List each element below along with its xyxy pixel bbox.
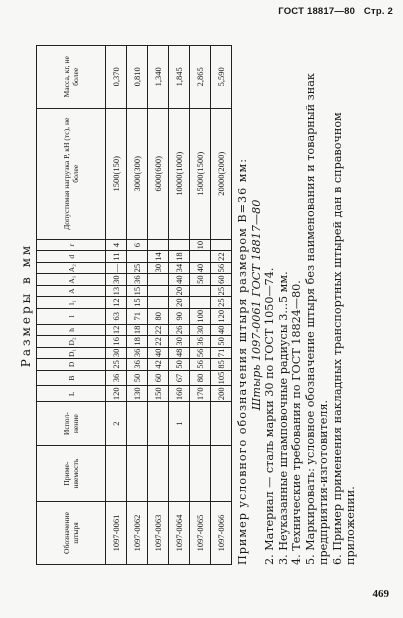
table-cell <box>190 402 211 446</box>
note-item: 5. Маркировать: условное обозначение штыря без наименования и товарный знак предприятия-изготовителя. <box>303 73 330 565</box>
table-cell: 63 <box>106 308 127 324</box>
col-header-load: Допустимая нагрузка P, кН (тс), не более <box>37 108 106 239</box>
table-cell: 71 <box>211 347 232 359</box>
table-cell: 25 <box>211 297 232 309</box>
table-cell <box>190 446 211 502</box>
table-cell: 15 <box>127 285 148 297</box>
table-cell <box>211 446 232 502</box>
page-number: 469 <box>372 588 389 600</box>
table-cell: 2 <box>106 402 127 446</box>
table-cell: 40 <box>211 324 232 336</box>
table-row <box>127 46 148 565</box>
col-header-l: l <box>37 308 106 324</box>
dimensions-table <box>36 45 232 565</box>
table-cell: 56 <box>190 347 211 359</box>
table-cell: 16 <box>106 336 127 348</box>
table-cell: 100 <box>190 308 211 324</box>
table-cell: 1097-0061 <box>106 502 127 565</box>
table-cell: 25 <box>106 359 127 371</box>
page-label: Стр. 2 <box>363 6 393 17</box>
note-item: 4. Технические требования по ГОСТ 18824—80. <box>290 280 303 565</box>
col-header-B: B <box>37 370 106 386</box>
table-cell: 60 <box>148 370 169 386</box>
table-cell: 90 <box>169 308 190 324</box>
table-cell <box>148 285 169 297</box>
col-header-L: L <box>37 386 106 402</box>
standard-number: ГОСТ 18817—80 <box>278 6 356 17</box>
table-cell: 1097-0062 <box>127 502 148 565</box>
table-cell: 22 <box>211 251 232 263</box>
table-cell: 36 <box>127 347 148 359</box>
table-cell: 36 <box>106 370 127 386</box>
table-cell: 1097-0066 <box>211 502 232 565</box>
table-cell: 1,845 <box>169 46 190 109</box>
table-cell: 20000(2000) <box>211 108 232 239</box>
table-cell <box>106 446 127 502</box>
col-header-r: r <box>37 239 106 251</box>
col-header-A: A <box>37 285 106 297</box>
table-cell: 30 <box>148 262 169 274</box>
table-cell: 15 <box>127 297 148 309</box>
table-cell: 1097-0063 <box>148 502 169 565</box>
table-row <box>106 46 127 565</box>
table-cell: 120 <box>211 308 232 324</box>
table-cell: 25 <box>211 285 232 297</box>
example-code: Штырь 1097-0061 ГОСТ 18817—80 <box>249 199 263 411</box>
table-row <box>211 46 232 565</box>
table-cell: 80 <box>148 308 169 324</box>
col-header-A2: A₂ <box>37 262 106 274</box>
table-cell <box>148 297 169 309</box>
table-cell: 85 <box>211 359 232 371</box>
table-cell: 1,340 <box>148 46 169 109</box>
col-header-designation: Обозначение штыря <box>37 502 106 565</box>
col-header-d: d <box>37 251 106 263</box>
table-cell: 3000(300) <box>127 108 148 239</box>
table-cell: 6000(600) <box>148 108 169 239</box>
table-cell: 1097-0065 <box>190 502 211 565</box>
table-cell <box>190 251 211 263</box>
table-cell: 105 <box>211 370 232 386</box>
table-cell: 48 <box>169 347 190 359</box>
table-cell: 40 <box>169 274 190 286</box>
table-cell: 50 <box>127 370 148 386</box>
table-cell <box>211 402 232 446</box>
table-row <box>169 46 190 565</box>
table-row <box>148 46 169 565</box>
col-header-h: h <box>37 324 106 336</box>
table-cell <box>148 402 169 446</box>
table-cell: 170 <box>190 386 211 402</box>
table-cell: 14 <box>148 251 169 263</box>
table-cell: 20 <box>169 285 190 297</box>
table-cell: 120 <box>106 386 127 402</box>
table-cell: 30 <box>106 347 127 359</box>
table-cell: 10000(1000) <box>169 108 190 239</box>
col-header-l1: l₁ <box>37 297 106 309</box>
table-cell: 30 <box>169 336 190 348</box>
table-cell: 6 <box>127 239 148 251</box>
col-header-A1: A₁ <box>37 274 106 286</box>
table-cell <box>148 446 169 502</box>
table-cell: 1 <box>169 402 190 446</box>
table-cell: 34 <box>169 262 190 274</box>
table-cell: 50 <box>211 336 232 348</box>
table-cell: 40 <box>148 347 169 359</box>
example-title: Пример условного обозначения штыря размером B=36 мм: <box>236 158 249 565</box>
table-cell: 50 <box>169 359 190 371</box>
table-cell: 1500(150) <box>106 108 127 239</box>
table-cell <box>127 446 148 502</box>
table-cell <box>169 239 190 251</box>
table-cell: — <box>106 262 127 274</box>
table-cell: 1097-0064 <box>169 502 190 565</box>
rotated-page-content <box>14 45 389 565</box>
table-cell: 10 <box>190 239 211 251</box>
table-cell: 67 <box>169 370 190 386</box>
table-cell: 26 <box>169 324 190 336</box>
col-header-D2: D₂ <box>37 336 106 348</box>
table-cell: 42 <box>148 359 169 371</box>
note-item: 2. Материал — сталь марки 30 по ГОСТ 1050—74. <box>263 267 276 565</box>
table-cell <box>190 297 211 309</box>
page-header <box>272 6 393 17</box>
table-cell: 160 <box>169 386 190 402</box>
table-cell: 30 <box>106 274 127 286</box>
table-cell <box>211 239 232 251</box>
table-cell: 12 <box>106 324 127 336</box>
table-cell: 13 <box>106 285 127 297</box>
table-cell: 18 <box>127 324 148 336</box>
table-row <box>190 46 211 565</box>
table-cell: 22 <box>148 324 169 336</box>
col-header-D1: D₁ <box>37 347 106 359</box>
table-cell <box>127 402 148 446</box>
table-cell: 12 <box>106 297 127 309</box>
col-header-applicability: Приме-няемость <box>37 446 106 502</box>
table-cell <box>169 446 190 502</box>
note-item: 6. Пример применения накладных транспортных штырей дан в справочном приложении. <box>330 112 357 565</box>
table-cell: 11 <box>106 251 127 263</box>
table-cell <box>148 239 169 251</box>
col-header-version: Испол-нение <box>37 402 106 446</box>
table-cell: 0,810 <box>127 46 148 109</box>
table-cell: 56 <box>211 262 232 274</box>
table-cell: 4 <box>106 239 127 251</box>
table-cell: 150 <box>148 386 169 402</box>
table-cell: 56 <box>190 359 211 371</box>
table-cell: 40 <box>190 262 211 274</box>
table-cell <box>127 251 148 263</box>
table-cell: 20 <box>169 297 190 309</box>
table-cell: 60 <box>211 274 232 286</box>
table-cell: 0,370 <box>106 46 127 109</box>
table-body <box>106 46 232 565</box>
table-cell <box>190 285 211 297</box>
table-cell: 36 <box>190 336 211 348</box>
notes-section <box>236 45 358 565</box>
table-cell: 25 <box>127 262 148 274</box>
table-cell: 5,590 <box>211 46 232 109</box>
table-cell: 18 <box>127 336 148 348</box>
table-cell: 15000(1500) <box>190 108 211 239</box>
table-cell: 71 <box>127 308 148 324</box>
table-cell: 36 <box>127 359 148 371</box>
table-cell <box>148 274 169 286</box>
table-cell: 30 <box>190 324 211 336</box>
table-caption: Размеры в мм <box>19 242 33 368</box>
col-header-mass: Масса, кг, не более <box>37 46 106 109</box>
col-header-D: D <box>37 359 106 371</box>
table-cell: 22 <box>148 336 169 348</box>
table-cell: 130 <box>127 386 148 402</box>
table-cell: 2,865 <box>190 46 211 109</box>
note-item: 3. Неуказанные штамповочные радиусы 3...5 мм. <box>276 271 290 565</box>
table-cell: 50 <box>190 274 211 286</box>
table-cell: 36 <box>127 274 148 286</box>
table-cell: 200 <box>211 386 232 402</box>
table-cell: 18 <box>169 251 190 263</box>
table-cell: 80 <box>190 370 211 386</box>
table-header-row <box>37 46 106 565</box>
